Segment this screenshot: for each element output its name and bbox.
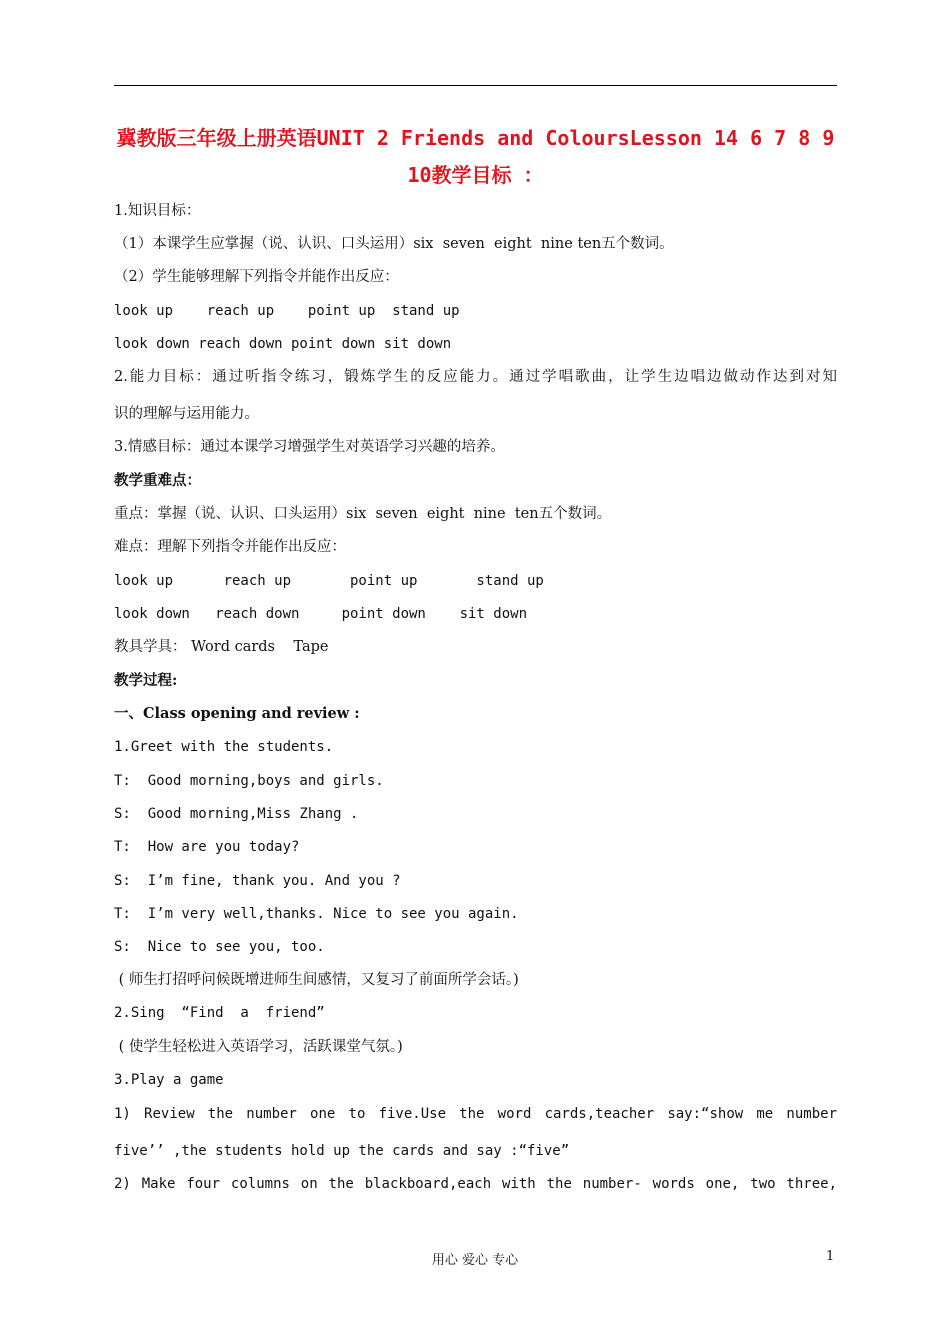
text-line: 2) Make four columns on the blackboard,each with the number- words one, two three, xyxy=(114,1176,837,1192)
text-line: 难点：理解下列指令并能作出反应： xyxy=(114,539,346,555)
text-line: look up reach up point up stand up xyxy=(114,303,460,319)
text-line: S: Nice to see you, too. xyxy=(114,939,325,955)
title-line-2: 10教学目标 ： xyxy=(407,163,544,187)
text-line: 识的理解与运用能力。 xyxy=(114,406,259,422)
text-line: ( 使学生轻松进入英语学习，活跃课堂气氛。) xyxy=(114,1039,403,1055)
document-title xyxy=(114,120,837,194)
text-line: S: I’m fine, thank you. And you ? xyxy=(114,873,401,889)
text-line: （1）本课学生应掌握（说、认识、口头运用）six seven eight nine ten五个数词。 xyxy=(114,236,674,252)
text-line: 1.知识目标： xyxy=(114,203,201,219)
section-heading: 一、Class opening and review : xyxy=(114,705,360,722)
text-line: （2）学生能够理解下列指令并能作出反应： xyxy=(114,269,399,285)
text-line: 3.Play a game xyxy=(114,1072,224,1088)
header-rule xyxy=(114,85,837,86)
text-line: 教具学具： Word cards Tape xyxy=(114,639,329,655)
text-line: 1.Greet with the students. xyxy=(114,739,334,755)
text-line: T: Good morning,boys and girls. xyxy=(114,773,384,789)
title-line-1: 冀教版三年级上册英语UNIT 2 Friends and ColoursLesson 14 6 7 8 9 xyxy=(116,126,835,150)
text-line: five’’ ,the students hold up the cards and say :“five” xyxy=(114,1143,570,1159)
text-line: ( 师生打招呼问候既增进师生间感情，又复习了前面所学会话。) xyxy=(114,972,519,988)
text-line: look down reach down point down sit down xyxy=(114,606,528,622)
section-heading: 教学过程: xyxy=(114,672,178,689)
text-line: look up reach up point up stand up xyxy=(114,573,544,589)
text-line: 1) Review the number one to five.Use the word cards,teacher say:“show me number xyxy=(114,1106,837,1122)
text-line: 重点：掌握（说、认识、口头运用）six seven eight nine ten五个数词。 xyxy=(114,506,612,522)
text-line: look down reach down point down sit down xyxy=(114,336,452,352)
text-line: 3.情感目标：通过本课学习增强学生对英语学习兴趣的培养。 xyxy=(114,439,505,455)
text-line: T: How are you today? xyxy=(114,839,300,855)
footer-motto: 用心 爱心 专心 xyxy=(431,1253,519,1268)
text-line: T: I’m very well,thanks. Nice to see you again. xyxy=(114,906,519,922)
text-line: 2.能力目标：通过听指令练习，锻炼学生的反应能力。通过学唱歌曲，让学生边唱边做动作达到对知 xyxy=(114,369,837,385)
text-line: S: Good morning,Miss Zhang . xyxy=(114,806,359,822)
section-heading: 教学重难点： xyxy=(114,472,201,489)
page-number: 1 xyxy=(826,1249,835,1264)
text-line: 2.Sing “Find a friend” xyxy=(114,1005,325,1021)
